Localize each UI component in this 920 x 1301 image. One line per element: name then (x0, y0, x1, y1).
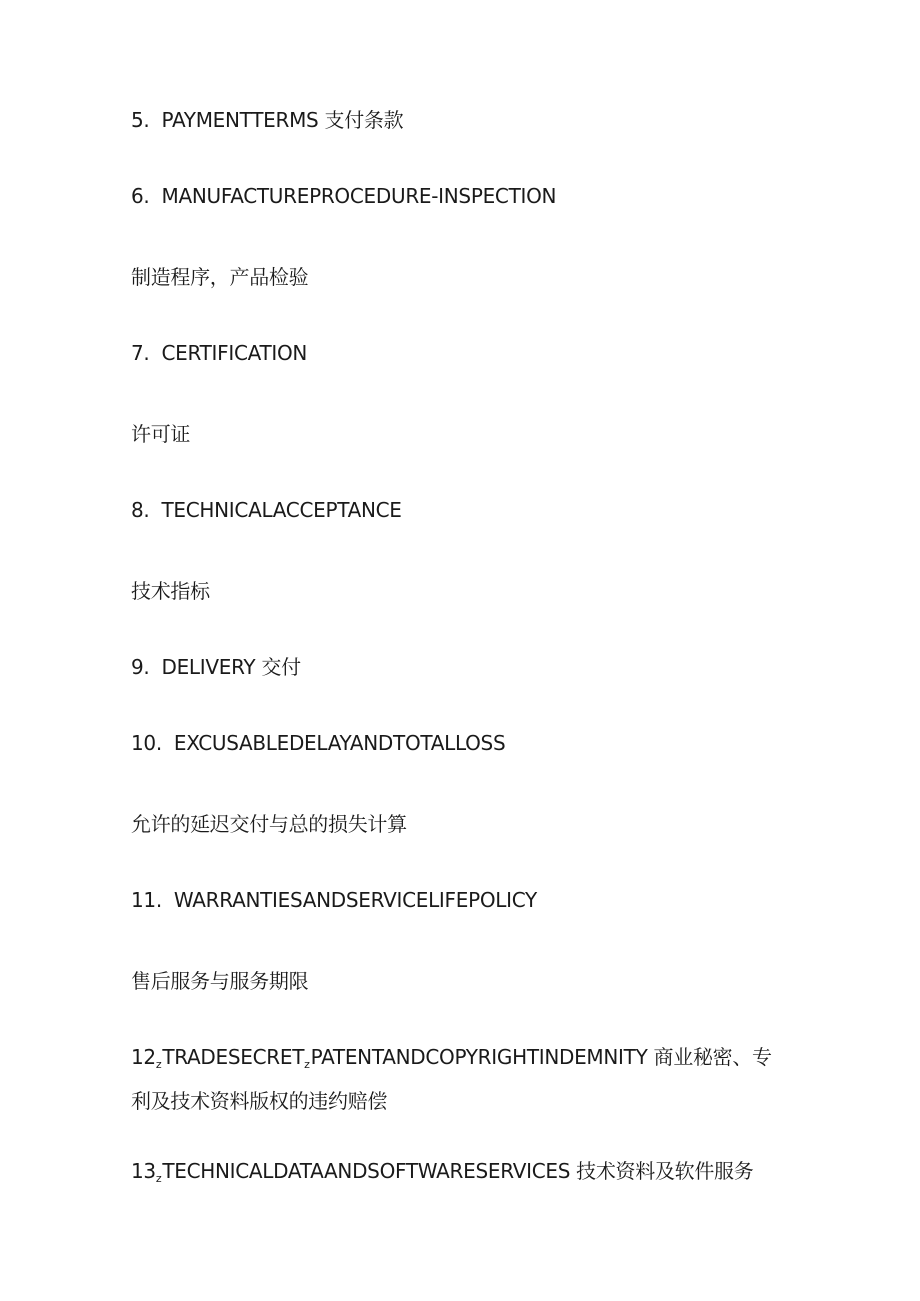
section-heading: MANUFACTUREPROCEDURE-INSPECTION (161, 184, 557, 208)
section-heading-part: PATENTANDCOPYRIGHTINDEMNITY 商业秘密、专利及技术资料版权的违约赔偿 (131, 1045, 772, 1113)
section-heading-part: TECHNICALDATAANDSOFTWARESERVICES 技术资料及软件服务 (162, 1159, 754, 1183)
section-number: 10. (131, 731, 162, 755)
section-number: 12 (131, 1045, 156, 1069)
section-heading-part: TRADESECRET (162, 1045, 305, 1069)
section-10-translation: 允许的延迟交付与总的损失计算 (131, 812, 407, 836)
section-heading: PAYMENTTERMS 支付条款 (161, 108, 404, 132)
section-11-translation: 售后服务与服务期限 (131, 969, 309, 993)
subscript-mark: z (304, 1058, 310, 1071)
subscript-mark: z (155, 1058, 162, 1071)
section-12 (131, 1039, 791, 1119)
section-5 (131, 107, 403, 133)
section-number: 5. (131, 108, 150, 132)
section-heading: EXCUSABLEDELAYANDTOTALLOSS (173, 731, 506, 755)
section-number: 13 (131, 1159, 156, 1183)
section-7-translation: 许可证 (131, 422, 191, 446)
section-7 (131, 340, 307, 366)
section-8 (131, 497, 402, 523)
section-9 (131, 654, 301, 680)
section-number: 9. (131, 655, 150, 679)
section-number: 11. (131, 888, 162, 912)
section-10 (131, 730, 505, 756)
subscript-mark: z (155, 1172, 162, 1185)
section-13 (131, 1158, 753, 1192)
section-11 (131, 887, 537, 913)
section-heading: WARRANTIESANDSERVICELIFEPOLICY (173, 888, 537, 912)
section-8-translation: 技术指标 (131, 579, 210, 603)
section-heading: CERTIFICATION (161, 341, 308, 365)
section-heading: DELIVERY 交付 (161, 655, 301, 679)
section-heading: TECHNICALACCEPTANCE (161, 498, 402, 522)
section-6 (131, 183, 556, 209)
section-number: 8. (131, 498, 150, 522)
section-number: 7. (131, 341, 150, 365)
section-number: 6. (131, 184, 150, 208)
section-6-translation: 制造程序，产品检验 (131, 265, 309, 289)
